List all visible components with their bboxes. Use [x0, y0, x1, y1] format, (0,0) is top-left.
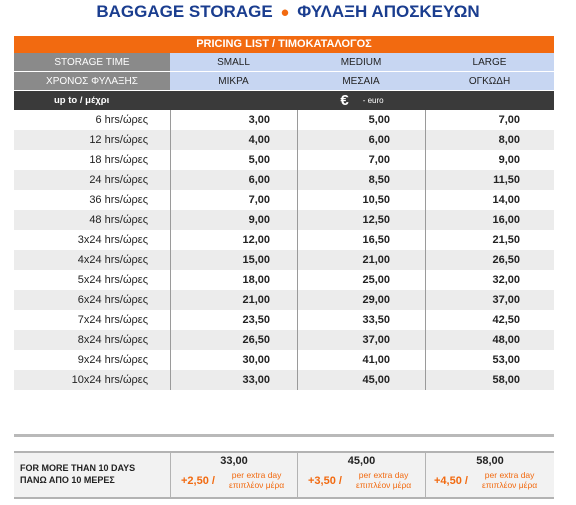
medium-price-cell: 29,00 — [297, 290, 425, 310]
table-row — [14, 170, 554, 190]
storage-time-cell: 18 hrs/ώρες — [89, 154, 148, 166]
table-row — [14, 350, 554, 370]
extra-days-row — [14, 451, 554, 499]
page-title — [0, 0, 576, 24]
currency-row — [14, 91, 554, 110]
price-rows — [14, 110, 554, 390]
small-price-cell: 3,00 — [170, 110, 297, 130]
euro-label: - euro — [362, 96, 384, 105]
storage-time-cell: 6 hrs/ώρες — [95, 114, 148, 126]
title-english: BAGGAGE STORAGE — [96, 2, 273, 21]
storage-time-cell: 8x24 hrs/ώρες — [77, 334, 148, 346]
small-price-cell: 7,00 — [170, 190, 297, 210]
large-price-cell: 9,00 — [425, 150, 554, 170]
small-price-cell: 26,50 — [170, 330, 297, 350]
large-price-cell: 32,00 — [425, 270, 554, 290]
table-row — [14, 250, 554, 270]
large-price-cell: 21,50 — [425, 230, 554, 250]
table-bottom-rule — [14, 434, 554, 437]
medium-price-cell: 37,00 — [297, 330, 425, 350]
storage-time-cell: 12 hrs/ώρες — [89, 134, 148, 146]
small-price-cell: 33,00 — [170, 370, 297, 390]
table-row — [14, 150, 554, 170]
medium-price-cell: 16,50 — [297, 230, 425, 250]
medium-price-cell: 25,00 — [297, 270, 425, 290]
extra-medium — [297, 453, 425, 497]
storage-time-cell: 10x24 hrs/ώρες — [71, 374, 148, 386]
per-extra-day-gr: επιπλέον μέρα — [482, 480, 538, 490]
per-extra-day-en: per extra day — [358, 470, 409, 480]
per-extra-day-en: per extra day — [484, 470, 535, 480]
extra-medium-per — [356, 470, 411, 490]
extra-large — [425, 453, 554, 497]
small-price-cell: 30,00 — [170, 350, 297, 370]
small-price-cell: 4,00 — [170, 130, 297, 150]
large-price-cell: 53,00 — [425, 350, 554, 370]
large-price-cell: 48,00 — [425, 330, 554, 350]
large-price-cell: 14,00 — [425, 190, 554, 210]
table-row — [14, 330, 554, 350]
extra-small-per — [229, 470, 284, 490]
per-extra-day-gr: επιπλέον μέρα — [229, 480, 285, 490]
small-header-greek: ΜΙΚΡΑ — [170, 72, 297, 90]
euro-icon: € — [340, 92, 349, 109]
medium-header-greek: ΜΕΣΑΙΑ — [297, 72, 425, 90]
medium-price-cell: 12,50 — [297, 210, 425, 230]
extra-days-label-greek: ΠΑΝΩ ΑΠΟ 10 ΜΕΡΕΣ — [20, 475, 115, 485]
extra-medium-plus: +3,50 / — [308, 475, 342, 487]
medium-price-cell: 33,50 — [297, 310, 425, 330]
header-row-greek — [14, 72, 554, 91]
medium-header: MEDIUM — [297, 53, 425, 71]
small-header: SMALL — [170, 53, 297, 71]
per-extra-day-gr: επιπλέον μέρα — [356, 480, 412, 490]
table-row — [14, 290, 554, 310]
storage-time-cell: 3x24 hrs/ώρες — [77, 234, 148, 246]
large-price-cell: 11,50 — [425, 170, 554, 190]
storage-time-cell: 9x24 hrs/ώρες — [77, 354, 148, 366]
storage-time-cell: 4x24 hrs/ώρες — [77, 254, 148, 266]
storage-time-header: STORAGE TIME — [14, 53, 170, 71]
extra-small — [170, 453, 297, 497]
large-price-cell: 58,00 — [425, 370, 554, 390]
per-extra-day-en: per extra day — [231, 470, 282, 480]
small-price-cell: 9,00 — [170, 210, 297, 230]
medium-price-cell: 7,00 — [297, 150, 425, 170]
extra-large-per — [482, 470, 537, 490]
small-price-cell: 23,50 — [170, 310, 297, 330]
large-price-cell: 8,00 — [425, 130, 554, 150]
small-price-cell: 18,00 — [170, 270, 297, 290]
extra-small-plus: +2,50 / — [181, 475, 215, 487]
large-price-cell: 7,00 — [425, 110, 554, 130]
currency-cell — [170, 91, 554, 110]
extra-medium-base: 45,00 — [347, 455, 376, 467]
extra-small-base: 33,00 — [220, 455, 248, 467]
small-price-cell: 6,00 — [170, 170, 297, 190]
storage-time-cell: 5x24 hrs/ώρες — [77, 274, 148, 286]
up-to-label: up to / μέχρι — [14, 91, 170, 110]
medium-price-cell: 45,00 — [297, 370, 425, 390]
extra-days-label-english: FOR MORE THAN 10 DAYS — [20, 463, 136, 473]
small-price-cell: 5,00 — [170, 150, 297, 170]
small-price-cell: 15,00 — [170, 250, 297, 270]
large-header: LARGE — [425, 53, 554, 71]
medium-price-cell: 8,50 — [297, 170, 425, 190]
table-row — [14, 110, 554, 130]
extra-large-base: 58,00 — [476, 455, 504, 467]
large-header-greek: ΟΓΚΩΔΗ — [425, 72, 554, 90]
storage-time-cell: 48 hrs/ώρες — [89, 214, 148, 226]
storage-time-cell: 7x24 hrs/ώρες — [77, 314, 148, 326]
table-row — [14, 130, 554, 150]
storage-time-cell: 6x24 hrs/ώρες — [77, 294, 148, 306]
storage-time-header-greek: ΧΡΟΝΟΣ ΦΥΛΑΞΗΣ — [14, 72, 170, 90]
large-price-cell: 37,00 — [425, 290, 554, 310]
title-bullet: ● — [280, 4, 290, 21]
table-row — [14, 370, 554, 390]
medium-price-cell: 6,00 — [297, 130, 425, 150]
table-row — [14, 210, 554, 230]
small-price-cell: 21,00 — [170, 290, 297, 310]
pricing-table — [14, 36, 554, 390]
table-row — [14, 230, 554, 250]
large-price-cell: 16,00 — [425, 210, 554, 230]
medium-price-cell: 21,00 — [297, 250, 425, 270]
pricing-banner: PRICING LIST / ΤΙΜΟΚΑΤΑΛΟΓΟΣ — [14, 36, 554, 53]
table-row — [14, 310, 554, 330]
large-price-cell: 42,50 — [425, 310, 554, 330]
extra-large-plus: +4,50 / — [434, 475, 468, 487]
storage-time-cell: 24 hrs/ώρες — [89, 174, 148, 186]
storage-time-cell: 36 hrs/ώρες — [89, 194, 148, 206]
extra-days-label — [14, 453, 170, 497]
header-row-english — [14, 53, 554, 72]
small-price-cell: 12,00 — [170, 230, 297, 250]
medium-price-cell: 5,00 — [297, 110, 425, 130]
table-row — [14, 270, 554, 290]
title-greek: ΦΥΛΑΞΗ ΑΠΟΣΚΕΥΩΝ — [297, 2, 480, 21]
medium-price-cell: 10,50 — [297, 190, 425, 210]
medium-price-cell: 41,00 — [297, 350, 425, 370]
large-price-cell: 26,50 — [425, 250, 554, 270]
table-row — [14, 190, 554, 210]
